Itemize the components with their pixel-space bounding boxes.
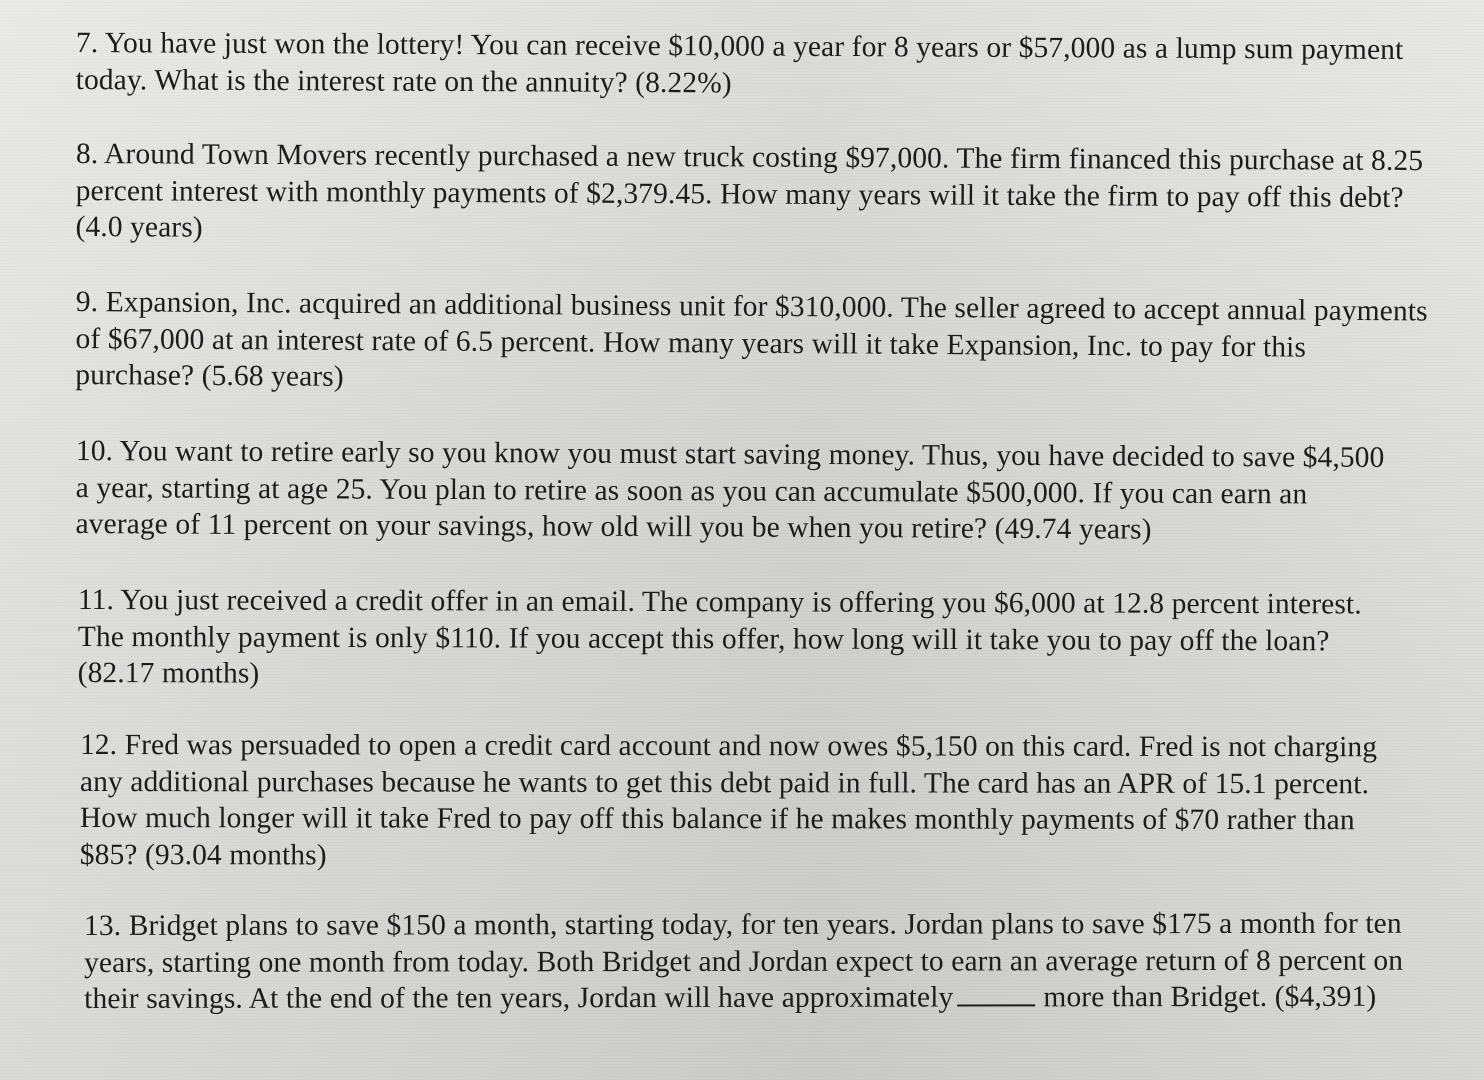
- problem-13-text-before-blank: 13. Bridget plans to save $150 a month, starting today, for ten years. Jordan plans to save $175 a month for ten years, starting one month from today. Both Bridget and Jordan expect to earn an average return of 8 percent on their savings. At the end of the ten years, Jordan will have approximately: [84, 907, 1404, 1015]
- answer-blank: [957, 980, 1035, 1006]
- problem-9: 9. Expansion, Inc. acquired an additional business unit for $310,000. The seller agreed to accept annual payments of $67,000 at an interest rate of 6.5 percent. How many years will it take Expansion, Inc. to pay for this purchase? (5.68 years): [75, 285, 1428, 393]
- problem-11: 11. You just received a credit offer in an email. The company is offering you $6,000 at 12.8 percent interest. The monthly payment is only $110. If you accept this offer, how long will it take you to pay off the loan? (82.17 months): [77, 584, 1362, 690]
- problem-12: 12. Fred was persuaded to open a credit card account and now owes $5,150 on this card. Fred is not charging any additional purchases because he wants to get this debt paid in full. The card has an APR of 15.1 percent. How much longer will it take Fred to pay off this balance if he makes monthly payments of $70 rather than $85? (93.04 months): [79, 729, 1378, 871]
- problem-13-text-after-blank: more than Bridget. ($4,391): [1043, 980, 1377, 1014]
- problem-7: 7. You have just won the lottery! You can receive $10,000 a year for 8 years or $57,000 as a lump sum payment today. What is the interest rate on the annuity? (8.22%): [75, 26, 1404, 99]
- problem-13: [84, 906, 1414, 1018]
- problem-10: 10. You want to retire early so you know you must start saving money. Thus, you have decided to save $4,500 a year, starting at age 25. You plan to retire as soon as you can accumulate $500,000. If you can earn an average of 11 percent on your savings, how old will you be when you retire? (49.74 years): [75, 434, 1385, 546]
- problem-8: 8. Around Town Movers recently purchased a new truck costing $97,000. The firm financed this purchase at 8.25 percent interest with monthly payments of $2,379.45. How many years will it take the firm to pay off this debt? (4.0 years): [75, 137, 1424, 244]
